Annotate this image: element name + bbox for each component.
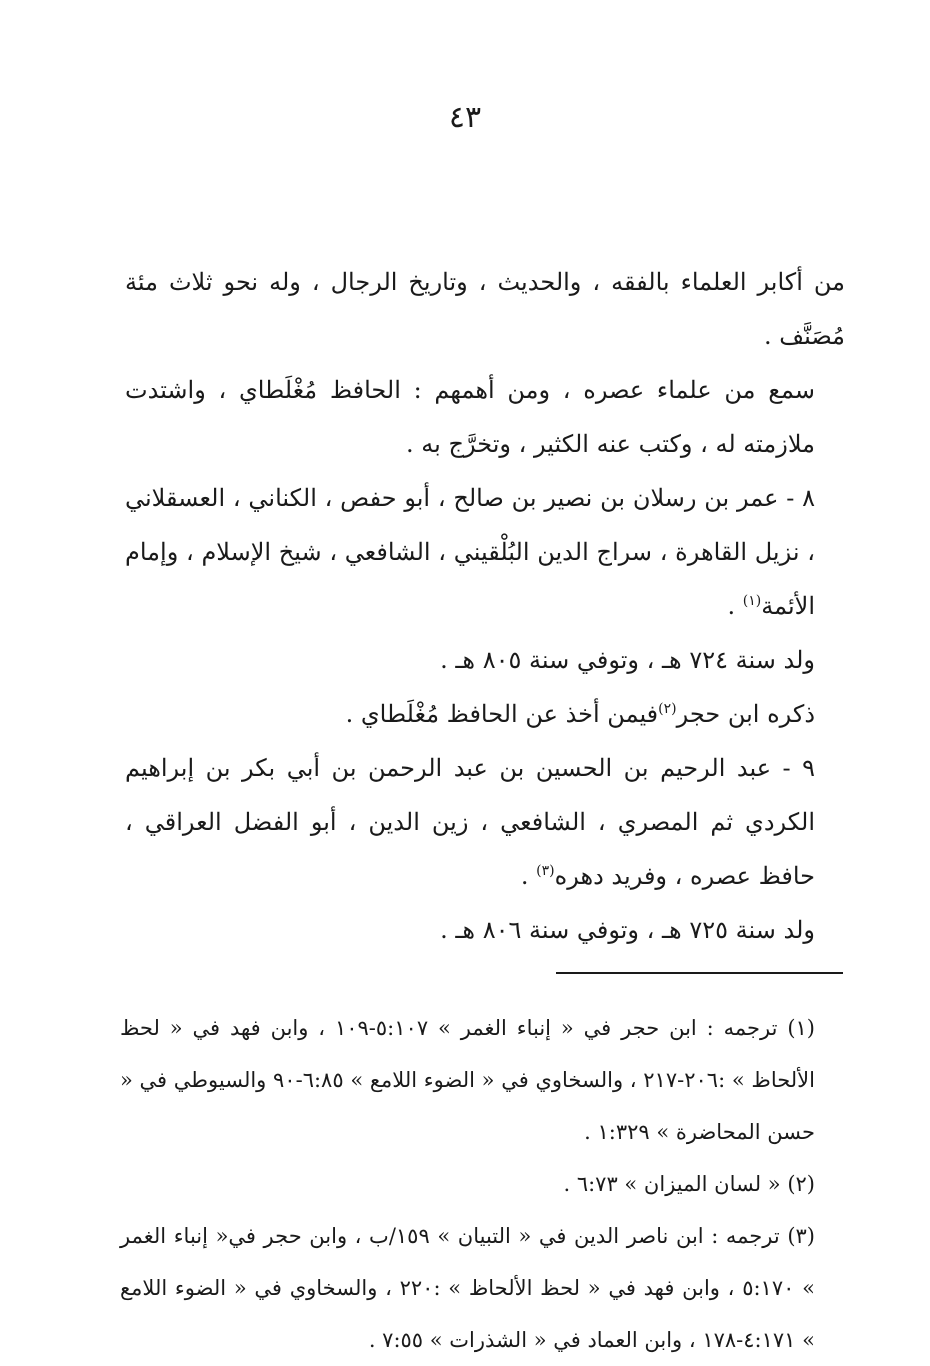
footnotes bbox=[120, 1002, 845, 1366]
paragraph-entry-9 bbox=[125, 741, 845, 903]
main-text bbox=[125, 255, 845, 957]
entry-9-text: ٩ - عبد الرحيم بن الحسين بن عبد الرحمن بن أبي بكر بن إبراهيم الكردي ثم المصري ، الشافعي ، زين الدين ، أبو الفضل العراقي ، حافظ عصره ، وفريد دهره bbox=[125, 754, 815, 890]
entry-8-end: . bbox=[727, 592, 743, 620]
entry-8-text: ٨ - عمر بن رسلان بن نصير بن صالح ، أبو حفص ، الكناني ، العسقلاني ، نزيل القاهرة ، سراج الدين البُلْقيني ، الشافعي ، شيخ الإسلام ، وإمام الأئمة bbox=[125, 484, 815, 620]
footnote-divider bbox=[556, 972, 843, 974]
mention-8-start: ذكره ابن حجر bbox=[676, 700, 815, 728]
entry-9-end: . bbox=[520, 862, 537, 890]
paragraph-mention-8 bbox=[125, 687, 845, 741]
footnote-3: (٣) ترجمه : ابن ناصر الدين في « التبيان » ١٥٩/ب ، وابن حجر في« إنباء الغمر » ٥:١٧٠ ، وابن فهد في « لحظ الألحاظ » :٢٢٠ ، والسخاوي في « الضوء اللامع » ٤:١٧١-١٧٨ ، وابن العماد في « الشذرات » ٧:٥٥ . bbox=[120, 1224, 815, 1352]
footnote-ref-3: (٣) bbox=[536, 863, 555, 879]
paragraph-birth-death-8: ولد سنة ٧٢٤ هـ ، وتوفي سنة ٨٠٥ هـ . bbox=[440, 646, 815, 674]
page-number: ٤٣ bbox=[448, 100, 482, 135]
paragraph-1: من أكابر العلماء بالفقه ، والحديث ، وتاريخ الرجال ، وله نحو ثلاث مئة مُصَنَّف . bbox=[125, 268, 845, 350]
paragraph-2: سمع من علماء عصره ، ومن أهمهم : الحافظ مُغْلَطاي ، واشتدت ملازمته له ، وكتب عنه الكثير ، وتخرَّج به . bbox=[125, 376, 815, 458]
footnote-ref-1: (١) bbox=[742, 593, 762, 609]
paragraph-entry-8 bbox=[125, 471, 845, 633]
paragraph-birth-death-9: ولد سنة ٧٢٥ هـ ، وتوفي سنة ٨٠٦ هـ . bbox=[440, 916, 815, 944]
footnote-1: (١) ترجمه : ابن حجر في « إنباء الغمر » ٥:١٠٧-١٠٩ ، وابن فهد في « لحظ الألحاظ » :٢٠٦-٢١٧ ، والسخاوي في « الضوء اللامع » ٦:٨٥-٩٠ والسيوطي في « حسن المحاضرة » ١:٣٢٩ . bbox=[120, 1016, 815, 1144]
footnote-2: (٢) « لسان الميزان » ٦:٧٣ . bbox=[563, 1172, 815, 1196]
footnote-ref-2: (٢) bbox=[658, 701, 677, 717]
mention-8-end: فيمن أخذ عن الحافظ مُغْلَطاي . bbox=[345, 700, 659, 728]
